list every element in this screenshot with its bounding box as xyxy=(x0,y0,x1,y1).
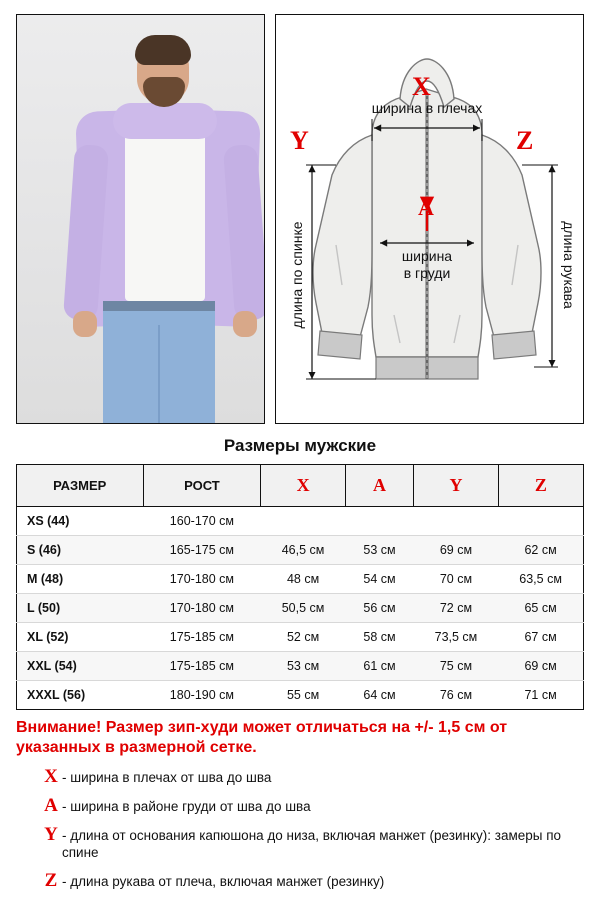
cell-y: 75 см xyxy=(414,652,499,681)
cell-size: XS (44) xyxy=(17,507,144,536)
cell-x: 50,5 см xyxy=(261,594,346,623)
cell-a: 64 см xyxy=(345,681,413,710)
cell-x xyxy=(261,507,346,536)
measurement-diagram xyxy=(275,14,584,424)
cell-y: 72 см xyxy=(414,594,499,623)
warning-text: Внимание! Размер зип-худи может отличаться на +/- 1,5 см от указанных в размерной сетке. xyxy=(16,719,508,756)
jeans-seam-shape xyxy=(158,325,160,424)
belt-shape xyxy=(103,301,215,311)
table-row xyxy=(17,536,584,565)
cell-x: 48 см xyxy=(261,565,346,594)
legend-item-x xyxy=(40,767,584,787)
cell-a: 58 см xyxy=(345,623,413,652)
legend-item-y xyxy=(40,825,584,862)
cell-size: S (46) xyxy=(17,536,144,565)
table-row xyxy=(17,623,584,652)
cell-height: 170-180 см xyxy=(143,594,261,623)
cell-y: 73,5 см xyxy=(414,623,499,652)
cell-height: 165-175 см xyxy=(143,536,261,565)
cell-a: 53 см xyxy=(345,536,413,565)
cell-a: 61 см xyxy=(345,652,413,681)
cell-y: 69 см xyxy=(414,536,499,565)
cell-x: 53 см xyxy=(261,652,346,681)
legend-text-z: - длина рукава от плеча, включая манжет (резинку) xyxy=(62,874,385,889)
table-header-row xyxy=(17,465,584,507)
cell-height: 175-185 см xyxy=(143,652,261,681)
tshirt-shape xyxy=(125,111,205,301)
cell-y: 70 см xyxy=(414,565,499,594)
diagram-a-caption-line2: в груди xyxy=(403,265,451,281)
cell-a: 56 см xyxy=(345,594,413,623)
legend-item-a xyxy=(40,796,584,816)
diagram-y-letter: Y xyxy=(290,126,309,155)
legend-list xyxy=(40,767,584,891)
table-row xyxy=(17,681,584,710)
header-x: X xyxy=(261,465,346,507)
diagram-y-caption: длина по спинке xyxy=(289,221,305,329)
header-height: РОСТ xyxy=(143,465,261,507)
product-photo xyxy=(16,14,265,424)
table-row xyxy=(17,565,584,594)
cell-z: 65 см xyxy=(498,594,583,623)
cell-x: 55 см xyxy=(261,681,346,710)
cell-size: XXXL (56) xyxy=(17,681,144,710)
legend-item-z xyxy=(40,871,584,891)
header-y: Y xyxy=(414,465,499,507)
cell-height: 180-190 см xyxy=(143,681,261,710)
cell-z: 71 см xyxy=(498,681,583,710)
diagram-a-letter: A xyxy=(418,195,434,220)
cell-height: 170-180 см xyxy=(143,565,261,594)
cell-y xyxy=(414,507,499,536)
top-images-row xyxy=(16,14,584,424)
hand-right-shape xyxy=(233,311,257,337)
cell-a: 54 см xyxy=(345,565,413,594)
hood-shape xyxy=(113,103,217,139)
cell-size: XL (52) xyxy=(17,623,144,652)
cell-z: 67 см xyxy=(498,623,583,652)
legend-text-a: - ширина в районе груди от шва до шва xyxy=(62,798,311,814)
table-row xyxy=(17,594,584,623)
cell-z: 63,5 см xyxy=(498,565,583,594)
cell-z: 62 см xyxy=(498,536,583,565)
cell-height: 160-170 см xyxy=(143,507,261,536)
cell-y: 76 см xyxy=(414,681,499,710)
legend-letter-x: X xyxy=(44,766,58,788)
legend-text-x: - ширина в плечах от шва до шва xyxy=(62,770,272,786)
cell-z xyxy=(498,507,583,536)
size-table xyxy=(16,464,584,710)
diagram-z-caption: длина рукава xyxy=(561,221,577,309)
diagram-z-letter: Z xyxy=(516,126,534,155)
header-a: A xyxy=(345,465,413,507)
cell-height: 175-185 см xyxy=(143,623,261,652)
hair-shape xyxy=(135,35,191,65)
legend-text-y: - длина от основания капюшона до низа, включая манжет (резинку): замеры по спине xyxy=(62,827,562,861)
diagram-a-caption-line1: ширина xyxy=(401,248,453,264)
cell-x: 46,5 см xyxy=(261,536,346,565)
diagram-x-letter: X xyxy=(412,72,431,101)
legend-letter-y: Y xyxy=(44,823,58,845)
cell-a xyxy=(345,507,413,536)
header-z: Z xyxy=(498,465,583,507)
header-size: РАЗМЕР xyxy=(17,465,144,507)
cell-x: 52 см xyxy=(261,623,346,652)
cell-size: M (48) xyxy=(17,565,144,594)
table-title: Размеры мужские xyxy=(223,436,377,455)
legend-letter-z: Z xyxy=(44,870,58,891)
diagram-x-caption: ширина в плечах xyxy=(371,100,483,116)
table-row xyxy=(17,652,584,681)
hand-left-shape xyxy=(73,311,97,337)
table-row xyxy=(17,507,584,536)
cell-z: 69 см xyxy=(498,652,583,681)
cell-size: L (50) xyxy=(17,594,144,623)
legend-letter-a: A xyxy=(44,794,58,816)
cell-size: XXL (54) xyxy=(17,652,144,681)
